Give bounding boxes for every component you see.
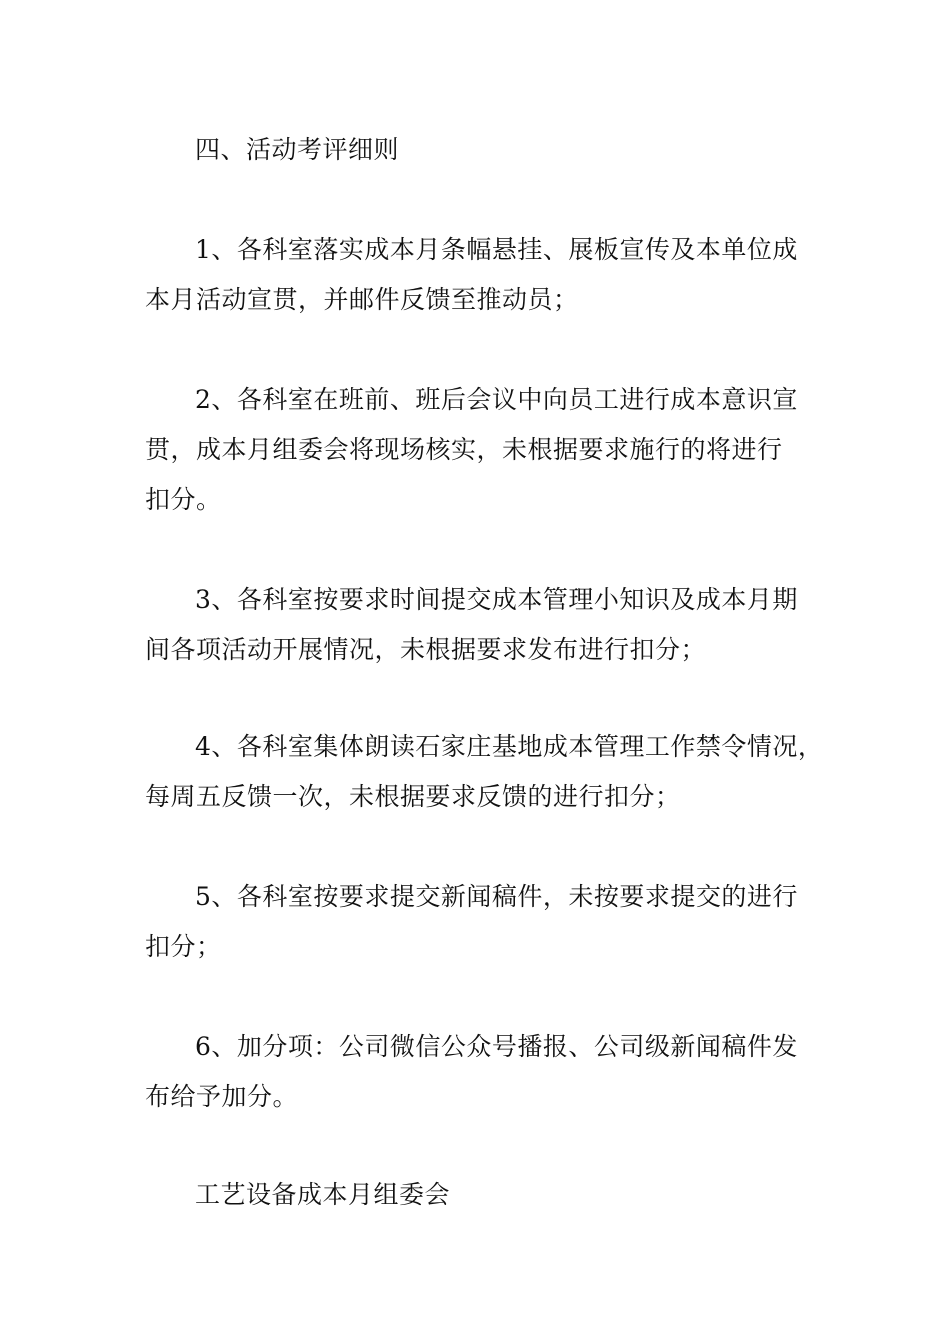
item-3-line-1: 3、各科室按要求时间提交成本管理小知识及成本月期 — [195, 585, 798, 614]
item-6-line-2: 布给予加分。 — [145, 1082, 299, 1111]
item-1-line-1: 1、各科室落实成本月条幅悬挂、展板宣传及本单位成 — [195, 235, 798, 264]
item-2-line-2: 贯，成本月组委会将现场核实，未根据要求施行的将进行 — [145, 435, 783, 464]
item-4-line-1: 4、各科室集体朗读石家庄基地成本管理工作禁令情况， — [195, 732, 824, 761]
signature: 工艺设备成本月组委会 — [195, 1180, 451, 1209]
item-4-line-2: 每周五反馈一次，未根据要求反馈的进行扣分； — [145, 782, 681, 811]
item-2-line-3: 扣分。 — [145, 485, 222, 514]
item-2-line-1: 2、各科室在班前、班后会议中向员工进行成本意识宣 — [195, 385, 798, 414]
item-3-line-2: 间各项活动开展情况，未根据要求发布进行扣分； — [145, 635, 707, 664]
item-6-line-1: 6、加分项：公司微信公众号播报、公司级新闻稿件发 — [195, 1032, 798, 1061]
item-5-line-2: 扣分； — [145, 932, 222, 961]
item-5-line-1: 5、各科室按要求提交新闻稿件，未按要求提交的进行 — [195, 882, 798, 911]
section-heading: 四、活动考评细则 — [195, 135, 400, 164]
item-1-line-2: 本月活动宣贯，并邮件反馈至推动员； — [145, 285, 579, 314]
